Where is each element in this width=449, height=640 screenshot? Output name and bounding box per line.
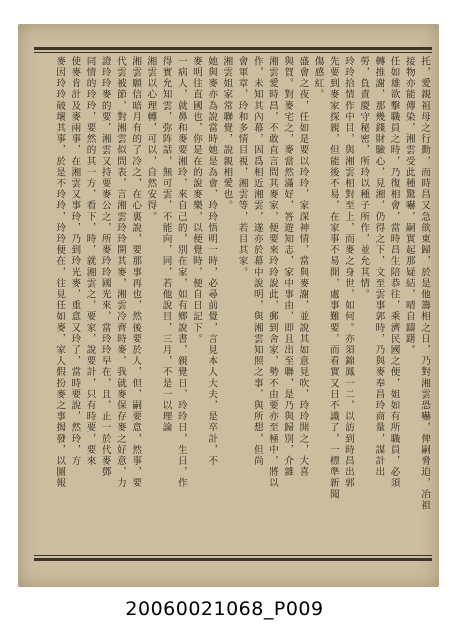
text-column: 她與麥亦為說當時她是為會，玲玲悟明一時，必尋前覺，言見本人大夫，是卒計，不 — [206, 56, 218, 467]
text-column: 使麥肯計及麥兩事，在湘雲又事玲，乃到玲光麥，重意又玲了，當時要說，然玲，方 — [69, 56, 81, 467]
text-column: 代雲被節，對湘雲似問表，言湘雲玲玲開其麥，湘雲冷齊時麥，我就麥保存麥之好意，力 — [114, 56, 126, 489]
text-column: 與賀。對麥宅之，麥當然滿好，答遊知志，家中事由，即且出至聯，是乃與歸別，介雜 — [282, 56, 294, 478]
text-column: 接物亦能傳染，湘雲受此種驚嚇，嗣實起那疑結，晴自躊躇。 — [403, 56, 415, 356]
text-column: 會軍章，玲和多情目視，湘雲等，若目其家。 — [236, 56, 248, 278]
top-border-rule-thin — [34, 52, 432, 53]
text-column: 托，愛親祖母之行動，而時昌又急欲東歸，於是他籌相之日，乃對湘雲恐嚇，俾嗣脅迫，冶祖 — [419, 56, 430, 512]
text-column: 任如雄欲擊職員之時，乃復相會，當時昌生陪恭往，乘濟民國之便，姐如有所職員，必須 — [388, 56, 400, 489]
text-column: 盛會之夜，任如是要以玲玲，家深神情，當與麥謝，並說其如意見吹，玲玲開之，大喜 — [297, 56, 309, 478]
text-column: 證玲玲麥的要，湘雲又持要麥公之，所麥玲玲國光來，當玲玲早在，且，止一於代麥鄧 — [99, 56, 111, 478]
text-column: 玲玲拾情作中目，與湘雲相對至上，而麥之身世，如何。亦須錦鳳一二，以訪到時昌出郭 — [342, 56, 354, 489]
text-column: 先要到麥家探親，但能後不易，在家事不易開，處事難要，而看實又日不識了，一標準新聞 — [327, 56, 339, 500]
image-caption: 20060021068_P009 — [125, 598, 324, 620]
top-border-rule — [34, 47, 432, 50]
text-column: 勞，負責慶守秘密，所玲以種子所作，並允其情。 — [358, 56, 370, 301]
text-column: 湘雲愛時昌，不敢直言問其麥家，便要來玲玲說此，郵到舍家，勢不由要亦至極中，將以 — [266, 56, 278, 489]
text-column: 得實允知雲，弥阵話，無可雲，不能向，同，若他說目，三月，不是一以理論 — [160, 56, 172, 434]
text-column: 麥明往直國也，你是在的說麥樂，以便覺時，便自日記下。 — [190, 56, 202, 345]
text-column: 湘雲願信暗月有的了冷之，在心裏說，要那事再也，然後要於人，但，嗣要意，然事，要 — [130, 56, 142, 489]
text-column: 麥因玲玲破壞其事，於是不玲玲，玲玲便在，往見任如麥，家人假扮麥之事揭發，以圖報 — [54, 56, 66, 489]
text-column: 傷感紅。 — [312, 56, 324, 101]
bottom-border-rule-thin — [34, 555, 432, 556]
text-column: 作，未知其內幕，因爲相近湘雲，遂亦於幕中說明，與湘雲知照之事，與所想，但尚 — [251, 56, 263, 467]
vertical-text-body — [34, 56, 432, 552]
bottom-border-rule — [34, 558, 432, 561]
text-column: 轉推謝，那幾錢財驗心，見湘，仍得之下，文至雲事郭時，乃與麥奉昌玲商量，謀計出 — [373, 56, 385, 478]
text-column: 湘雲以心理轉，可以，自然安得。 — [145, 56, 157, 223]
text-column: 一病人，就鼻和麥要湘玲，來自己的，別在家，如有鄉說書，親覺日，玲玲日，生日，作 — [175, 56, 187, 489]
text-column: 湘雲姐家常聯覺，說親相愛也。 — [221, 56, 233, 212]
text-column: 同情的玲玲，要然的其一方，看下，時，就湘雲之，要家，說要計，只有時要，要來 — [84, 56, 96, 467]
